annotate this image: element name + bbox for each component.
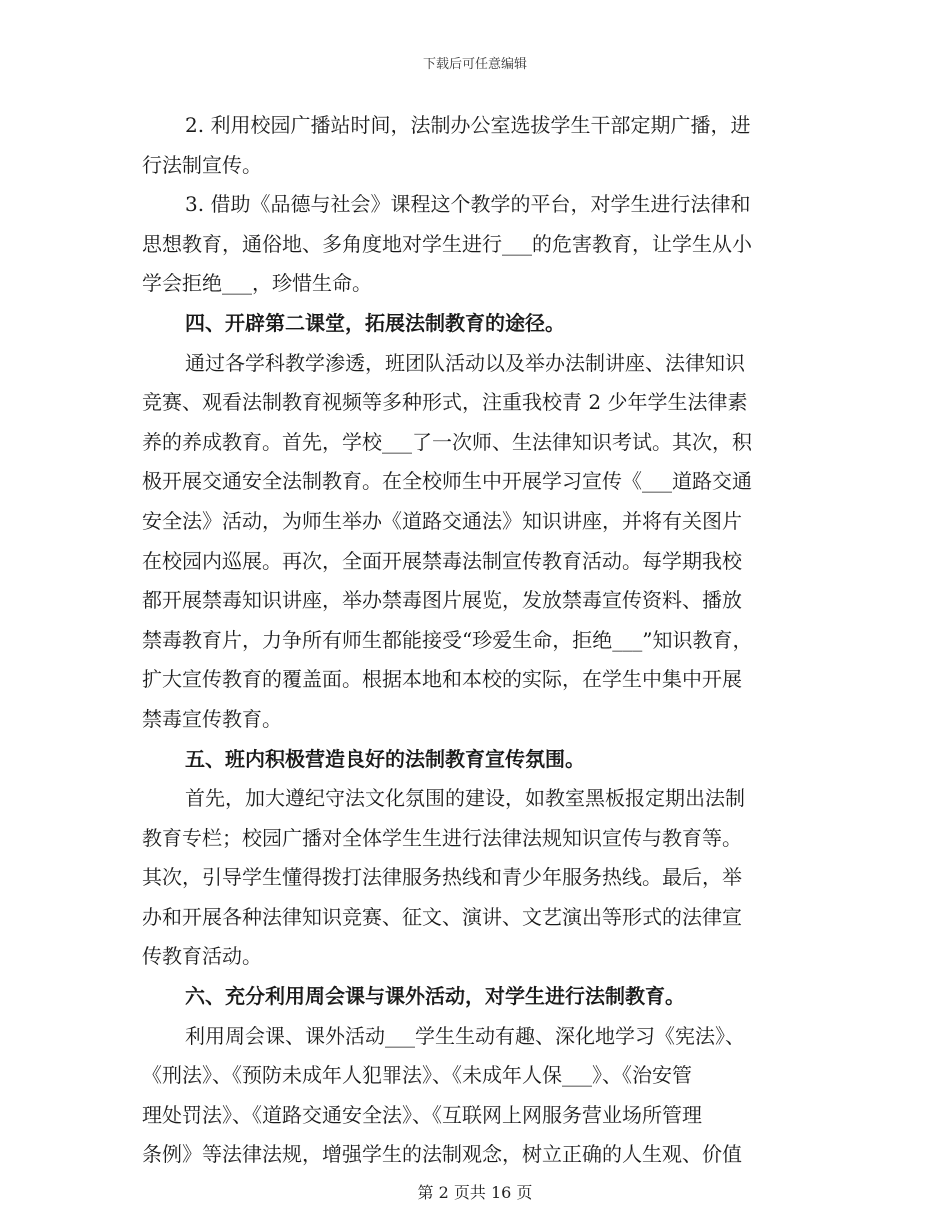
text-line: 竞赛、观看法制教育视频等多种形式，注重我校青 2 少年学生法律素 (142, 390, 748, 415)
text-line: 扩大宣传教育的覆盖面。根据本地和本校的实际，在学生中集中开展 (142, 667, 742, 692)
section-heading: 六、充分利用周会课与课外活动，对学生进行法制教育。 (185, 984, 685, 1009)
text-line: 教育专栏；校园广播对全体学生生进行法律法规知识宣传与教育等。 (142, 825, 742, 850)
text-line: 学会拒绝___，珍惜生命。 (142, 271, 372, 296)
text-line: 极开展交通安全法制教育。在全校师生中开展学习宣传《___道路交通 (142, 469, 752, 494)
section-heading: 四、开辟第二课堂，拓展法制教育的途径。 (185, 310, 565, 335)
text-line: 其次，引导学生懂得拨打法律服务热线和青少年服务热线。最后，举 (142, 865, 742, 890)
text-line: 禁毒教育片，力争所有师生都能接受“珍爱生命，拒绝___”知识教育， (142, 627, 753, 652)
text-line: 3. 借助《品德与社会》课程这个教学的平台，对学生进行法律和 (185, 192, 751, 217)
text-line: 都开展禁毒知识讲座，举办禁毒图片展览，发放禁毒宣传资料、播放 (142, 588, 742, 613)
text-line: 传教育活动。 (142, 944, 262, 969)
text-line: 行法制宣传。 (142, 152, 262, 177)
page-number: 第 2 页共 16 页 (417, 1183, 533, 1202)
text-line: 利用周会课、课外活动___学生生动有趣、深化地学习《宪法》、 (185, 1023, 745, 1048)
text-line: 2. 利用校园广播站时间，法制办公室选拔学生干部定期广播，进 (185, 113, 751, 137)
text-line: 在校园内巡展。再次，全面开展禁毒法制宣传教育活动。每学期我校 (142, 548, 742, 573)
text-line: 安全法》活动，为师生举办《道路交通法》知识讲座，并将有关图片 (142, 508, 742, 533)
text-line: 办和开展各种法律知识竞赛、征文、演讲、文艺演出等形式的法律宣 (142, 904, 742, 929)
text-line: 理处罚法》、《道路交通安全法》、《互联网上网服务营业场所管理 (142, 1102, 702, 1127)
text-line: 禁毒宣传教育。 (142, 706, 282, 731)
text-line: 思想教育，通俗地、多角度地对学生进行___的危害教育，让学生从小 (142, 231, 752, 256)
text-line: 通过各学科教学渗透，班团队活动以及举办法制讲座、法律知识 (185, 350, 745, 375)
header-note: 下载后可任意编辑 (422, 57, 527, 72)
text-line: 养的养成教育。首先，学校___了一次师、生法律知识考试。其次，积 (142, 429, 752, 454)
text-line: 条例》等法律法规，增强学生的法制观念，树立正确的人生观、价值 (142, 1142, 742, 1167)
document-body (142, 106, 812, 1175)
text-line: 首先，加大遵纪守法文化氛围的建设，如教室黑板报定期出法制 (185, 786, 745, 811)
text-line: 《刑法》、《预防未成年人犯罪法》、《未成年人保___》、《治安管 (142, 1063, 692, 1088)
section-heading: 五、班内积极营造良好的法制教育宣传氛围。 (185, 746, 585, 771)
